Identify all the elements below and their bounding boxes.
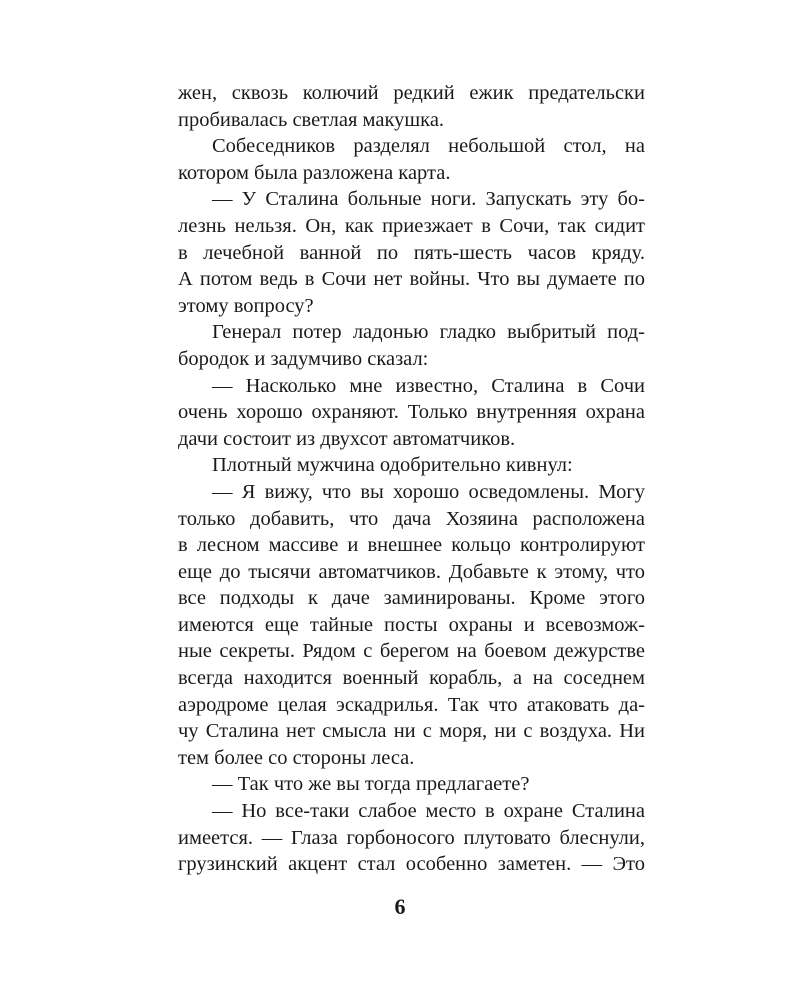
- text-line: — Я вижу, что вы хорошо осведомлены. Могу: [212, 480, 645, 503]
- text-line: в лечебной ванной по пять-шесть часов кряду.: [178, 241, 645, 264]
- text-line: еще до тысячи автоматчиков. Добавьте к этому, что: [178, 560, 645, 583]
- text-line: пробивалась светлая макушка.: [178, 108, 445, 131]
- text-line: А потом ведь в Сочи нет войны. Что вы думаете по: [178, 268, 645, 291]
- text-line: жен, сквозь колючий редкий ежик предательски: [178, 82, 645, 104]
- text-line: чу Сталина нет смысла ни с моря, ни с воздуха. Ни: [178, 720, 645, 743]
- text-line: тем более со стороны леса.: [178, 746, 415, 769]
- text-line: имеются еще тайные посты охраны и всевозмож-: [178, 613, 645, 636]
- text-line: всегда находится военный корабль, а на соседнем: [178, 667, 645, 690]
- text-line: — Насколько мне известно, Сталина в Сочи: [212, 374, 645, 397]
- text-line: аэродроме целая эскадрилья. Так что атаковать да-: [178, 693, 645, 716]
- text-line: лезнь нельзя. Он, как приезжает в Сочи, так сидит: [178, 214, 645, 237]
- text-line: — У Сталина больные ноги. Запускать эту бо-: [212, 188, 645, 211]
- page-body: [178, 80, 645, 878]
- text-line: — Но все-таки слабое место в охране Сталина: [212, 800, 645, 823]
- text-line: этому вопросу?: [178, 294, 314, 317]
- text-line: только добавить, что дача Хозяина расположена: [178, 507, 645, 530]
- text-line: очень хорошо охраняют. Только внутренняя охрана: [178, 401, 645, 424]
- text-line: котором была разложена карта.: [178, 161, 451, 184]
- text-line: в лесном массиве и внешнее кольцо контролируют: [178, 534, 645, 557]
- page-number: 6: [394, 894, 406, 919]
- text-line: все подходы к даче заминированы. Кроме этого: [178, 587, 645, 610]
- text-line: бородок и задумчиво сказал:: [178, 347, 429, 370]
- text-line: грузинский акцент стал особенно заметен. — Это: [178, 853, 645, 876]
- text-line: дачи состоит из двухсот автоматчиков.: [178, 427, 516, 450]
- text-line: Собеседников разделял небольшой стол, на: [212, 135, 645, 158]
- text-line: ные секреты. Рядом с берегом на боевом дежурстве: [178, 640, 645, 663]
- text-line: имеется. — Глаза горбоносого плутовато блеснули,: [178, 826, 645, 849]
- text-line: Генерал потер ладонью гладко выбритый под-: [212, 321, 645, 344]
- text-line: Плотный мужчина одобрительно кивнул:: [212, 454, 573, 477]
- text-line: — Так что же вы тогда предлагаете?: [212, 773, 530, 796]
